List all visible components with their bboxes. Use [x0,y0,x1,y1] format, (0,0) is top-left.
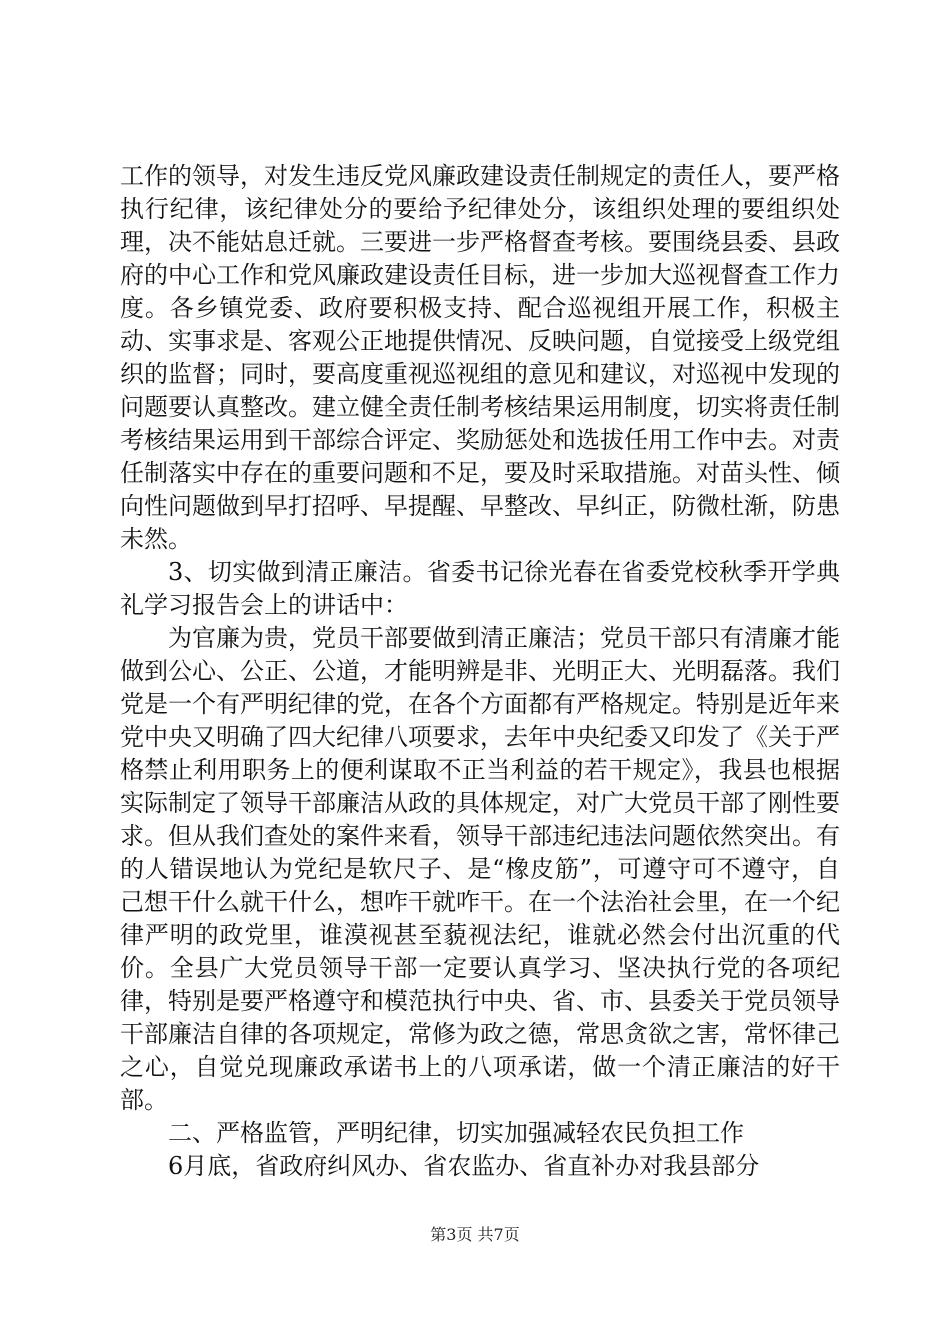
section-2-heading: 二、严格监管，严明纪律，切实加强减轻农民负担工作 [168,1119,744,1147]
paragraph-responsibility: 工作的领导，对发生违反党风廉政建设责任制规定的责任人，要严格执行纪律，该纪律处分的要给予纪律处分，该组织处理的要组织处理，决不能姑息迁就。三要进一步严格督查考核。要围绕县委、县政府的中心工作和党风廉政建设责任目标，进一步加大巡视督查工作力度。各乡镇党委、政府要积极支持、配合巡视组开展工作，积极主动、实事求是、客观公正地提供情况、反映问题，自觉接受上级党组织的监督；同时，要高度重视巡视组的意见和建议，对巡视中发现的问题要认真整改。建立健全责任制考核结果运用制度，切实将责任制考核结果运用到干部综合评定、奖励惩处和选拔任用工作中去。对责任制落实中存在的重要问题和不足，要及时采取措施。对苗头性、倾向性问题做到早打招呼、早提醒、早整改、早纠正，防微杜渐，防患未然。 [120,162,840,553]
paragraph-integrity-quote: 为官廉为贵，党员干部要做到清正廉洁；党员干部只有清廉才能做到公心、公正、公道，才能明辨是非、光明正大、光明磊落。我们党是一个有严明纪律的党，在各个方面都有严格规定。特别是近年来党中央又明确了四大纪律八项要求，去年中央纪委又印发了《关于严格禁止利用职务上的便利谋取不正当利益的若干规定》，我县也根据实际制定了领导干部廉洁从政的具体规定，对广大党员干部了刚性要求。但从我们查处的案件来看，领导干部违纪违法问题依然突出。有的人错误地认为党纪是软尺子、是“橡皮筋”，可遵守可不遵守，自己想干什么就干什么，想咋干就咋干。在一个法治社会里，在一个纪律严明的政党里，谁漠视甚至藐视法纪，谁就必然会付出沉重的代价。全县广大党员领导干部一定要认真学习、坚决执行党的各项纪律，特别是要严格遵守和模范执行中央、省、市、县委关于党员领导干部廉洁自律的各项规定，常修为政之德，常思贪欲之害，常怀律己之心，自觉兑现廉政承诺书上的八项承诺，做一个清正廉洁的好干部。 [120,624,840,1114]
paragraph-june-inspection: 6月底，省政府纠风办、省农监办、省直补办对我县部分 [168,1152,760,1180]
document-body [120,160,840,1183]
page-number-footer: 第3页 共7页 [430,1225,520,1244]
paragraph-section-3-heading: 3、切实做到清正廉洁。省委书记徐光春在省委党校秋季开学典礼学习报告会上的讲话中： [120,558,840,619]
